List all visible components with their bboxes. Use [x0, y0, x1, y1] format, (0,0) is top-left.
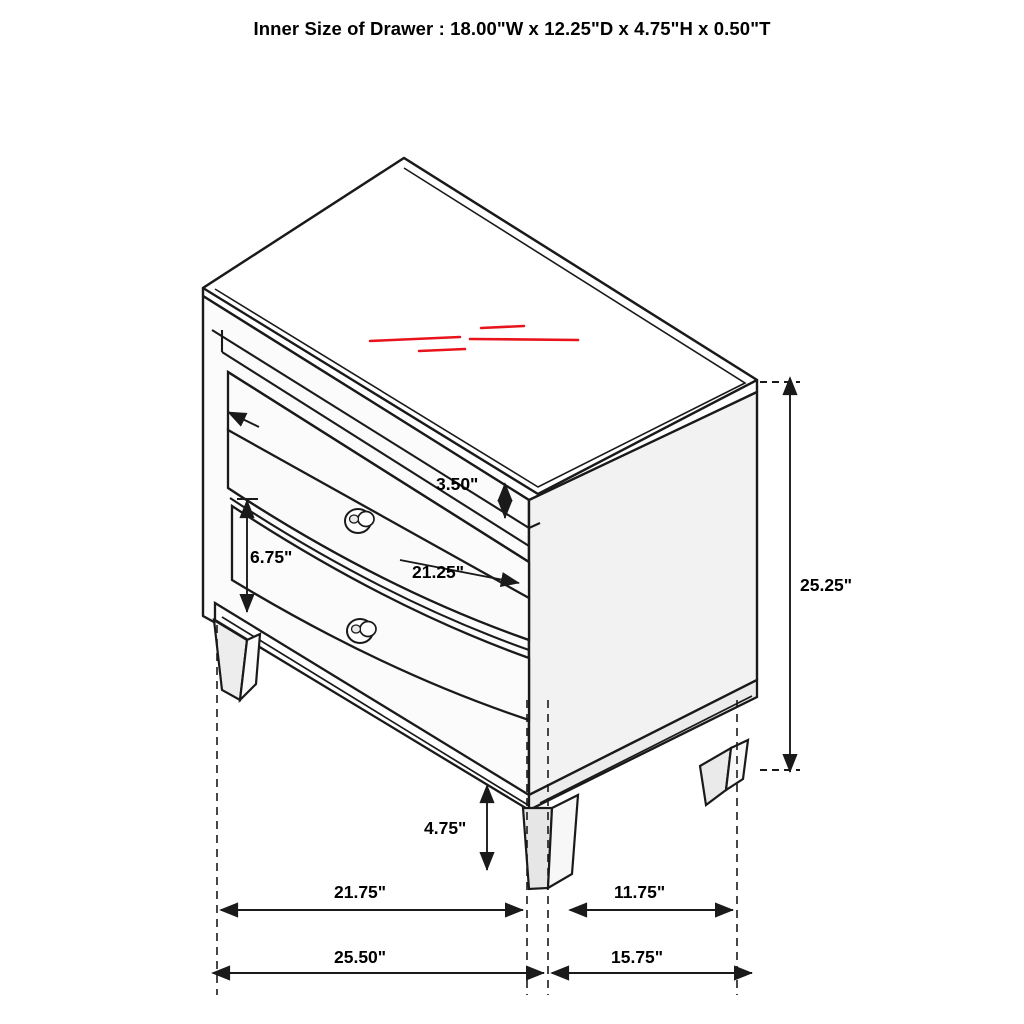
dim-label-front-width-inner: 21.75"	[334, 882, 387, 902]
dim-label-overall-depth: 15.75"	[611, 947, 664, 967]
dim-label-side-depth-inner: 11.75"	[614, 882, 666, 902]
page-title: Inner Size of Drawer : 18.00"W x 12.25"D x 4.75"H x 0.50"T	[253, 18, 771, 39]
leg-rear-right	[700, 740, 748, 805]
dim-label-leg-height: 4.75"	[424, 818, 467, 838]
dim-label-drawer-front-width: 21.25"	[412, 562, 465, 582]
dim-total-height	[760, 378, 800, 772]
dim-label-lower-drawer-height: 6.75"	[250, 547, 293, 567]
dim-label-top-drawer-height: 3.50"	[436, 474, 479, 494]
dim-label-overall-width: 25.50"	[334, 947, 387, 967]
leg-front-center	[523, 795, 578, 889]
dim-label-total-height: 25.25"	[800, 575, 853, 595]
